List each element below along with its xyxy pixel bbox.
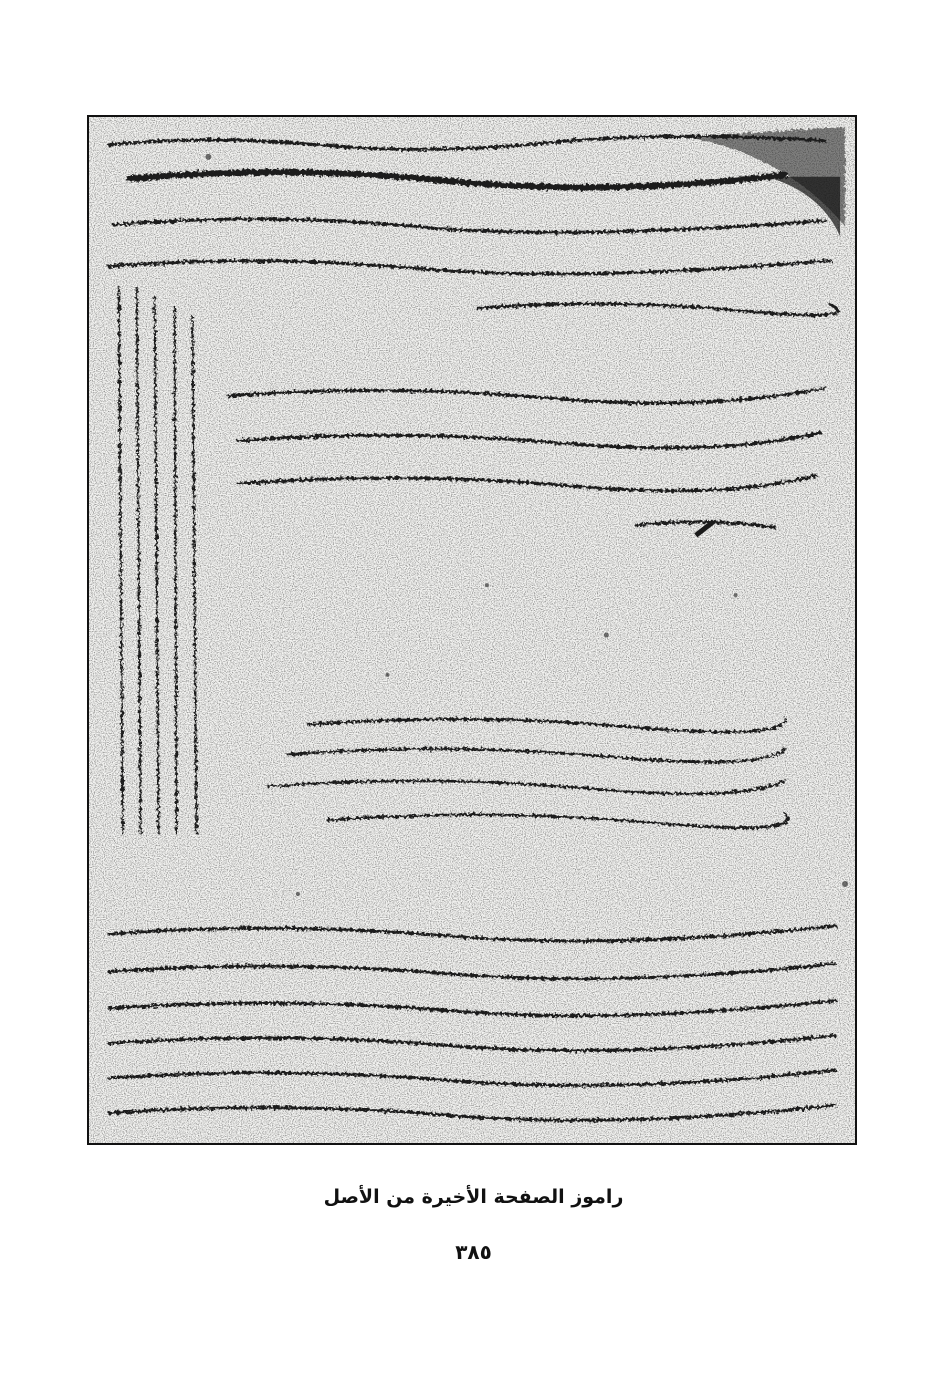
manuscript-facsimile (87, 115, 857, 1145)
page-number: ٣٨٥ (455, 1240, 492, 1264)
manuscript-image (89, 117, 855, 1143)
page-caption: راموز الصفحة الأخيرة من الأصل (323, 1186, 624, 1208)
